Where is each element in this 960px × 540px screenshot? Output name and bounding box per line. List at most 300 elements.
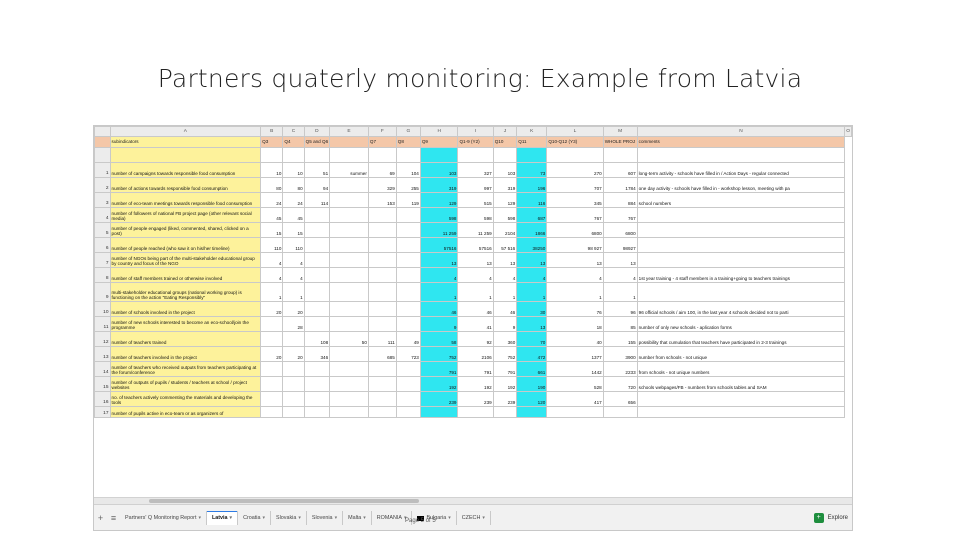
value-cell[interactable] [283,362,304,377]
value-cell[interactable]: 239 [493,392,517,407]
value-cell[interactable]: 11 259 [420,223,458,238]
header-cell[interactable]: Q1-9 (Y2) [458,137,493,148]
value-cell[interactable] [368,302,396,317]
table-row[interactable] [95,163,852,178]
value-cell[interactable]: 13 [420,253,458,268]
value-cell[interactable]: 723 [396,347,420,362]
value-cell[interactable] [304,317,329,332]
value-cell[interactable]: 192 [458,377,493,392]
table-row[interactable] [95,238,852,253]
value-cell[interactable]: 417 [547,392,603,407]
row-number[interactable]: 12 [95,332,111,347]
value-cell[interactable]: 38250 [517,238,547,253]
comment-cell[interactable]: number from schools - not unique [637,347,845,362]
value-cell[interactable]: 15 [283,223,304,238]
value-cell[interactable] [304,283,329,302]
table-row[interactable] [95,302,852,317]
value-cell[interactable]: 69 [368,163,396,178]
value-cell[interactable] [368,223,396,238]
value-cell[interactable] [368,362,396,377]
row-number[interactable]: 11 [95,317,111,332]
value-cell[interactable] [330,223,369,238]
value-cell[interactable]: 108 [304,332,329,347]
value-cell[interactable]: 1 [517,283,547,302]
value-cell[interactable]: 884 [603,193,637,208]
value-cell[interactable] [517,148,547,163]
value-cell[interactable]: 472 [517,347,547,362]
value-cell[interactable]: 20 [283,347,304,362]
value-cell[interactable] [493,148,517,163]
value-cell[interactable] [368,392,396,407]
chevron-down-icon[interactable]: ▾ [298,515,301,521]
row-number[interactable]: 2 [95,178,111,193]
value-cell[interactable]: 997 [458,178,493,193]
value-cell[interactable] [330,148,369,163]
row-number[interactable]: 17 [95,407,111,418]
comment-cell[interactable]: from schools - not unique numbers [637,362,845,377]
subindicator-cell[interactable]: number of actions towards responsible food consumption [110,178,261,193]
subindicator-cell[interactable]: number of teachers trained [110,332,261,347]
sheet-tab[interactable] [238,511,271,525]
value-cell[interactable]: 9 [420,317,458,332]
value-cell[interactable]: 13 [547,253,603,268]
row-number[interactable]: 8 [95,268,111,283]
header-cell[interactable]: WHOLE PROJ [603,137,637,148]
value-cell[interactable]: 4 [547,268,603,283]
subindicator-cell[interactable]: number of pupils active in eco-team or as organizers of [110,407,261,418]
value-cell[interactable]: 196 [517,178,547,193]
value-cell[interactable] [396,253,420,268]
chevron-down-icon[interactable]: ▾ [403,515,407,521]
value-cell[interactable]: 598 [458,208,493,223]
value-cell[interactable] [368,407,396,418]
value-cell[interactable]: 9 [493,317,517,332]
value-cell[interactable]: 18 [547,317,603,332]
chevron-down-icon[interactable]: ▾ [363,515,366,521]
subindicator-cell[interactable]: number of staff members trained or otherwise involved [110,268,261,283]
value-cell[interactable]: 46 [493,302,517,317]
header-cell[interactable]: Q11 [517,137,547,148]
value-cell[interactable] [283,148,304,163]
value-cell[interactable] [368,253,396,268]
chevron-down-icon[interactable]: ▾ [448,515,451,521]
value-cell[interactable] [396,302,420,317]
row-number[interactable]: 13 [95,347,111,362]
value-cell[interactable]: 720 [603,377,637,392]
value-cell[interactable]: 46 [458,302,493,317]
row-number[interactable]: 7 [95,253,111,268]
value-cell[interactable]: 153 [368,193,396,208]
value-cell[interactable]: 92 [458,332,493,347]
value-cell[interactable] [396,407,420,418]
value-cell[interactable] [283,377,304,392]
subindicator-cell[interactable]: number of teachers involved in the project [110,347,261,362]
subindicator-cell[interactable]: number of campaigns towards responsible food consumption [110,163,261,178]
value-cell[interactable] [368,238,396,253]
value-cell[interactable]: 129 [493,193,517,208]
row-number[interactable]: 10 [95,302,111,317]
value-cell[interactable]: 752 [420,347,458,362]
value-cell[interactable]: 57 516 [493,238,517,253]
value-cell[interactable] [304,377,329,392]
row-number[interactable]: 6 [95,238,111,253]
header-cell[interactable]: comments [637,137,845,148]
row-number[interactable]: 14 [95,362,111,377]
value-cell[interactable] [330,362,369,377]
value-cell[interactable]: 73 [517,163,547,178]
subindicator-cell[interactable]: number of NGOs being part of the multi-stakeholder educational group by country and focus of the NGO [110,253,261,268]
sheet-tab[interactable] [207,511,238,525]
header-cell[interactable] [330,137,369,148]
value-cell[interactable] [458,407,493,418]
header-cell[interactable]: Q10-Q12 (Y3) [547,137,603,148]
value-cell[interactable] [396,377,420,392]
comment-cell[interactable]: one day activity - schools have filled in - workshop lesson, meeting with pa [637,178,845,193]
value-cell[interactable]: 116 [517,193,547,208]
value-cell[interactable]: 103 [493,163,517,178]
value-cell[interactable] [493,407,517,418]
subindicator-cell[interactable]: number of people engaged (liked, commented, shared, clicked on a post) [110,223,261,238]
value-cell[interactable]: 80 [283,178,304,193]
comment-cell[interactable]: school numbers [637,193,845,208]
header-cell[interactable]: Q4 [283,137,304,148]
row-number[interactable]: 4 [95,208,111,223]
value-cell[interactable]: 13 [458,253,493,268]
value-cell[interactable] [330,268,369,283]
column-letter[interactable]: N [637,127,845,137]
value-cell[interactable]: 360 [493,332,517,347]
value-cell[interactable]: 687 [517,208,547,223]
comment-cell[interactable]: 1st year training - 4 staff members in a training+going to teachers trainings [637,268,845,283]
subindicator-cell[interactable]: number of outputs of pupils / students / teachers at school / project websites [110,377,261,392]
value-cell[interactable]: 110 [261,238,283,253]
value-cell[interactable] [283,332,304,347]
value-cell[interactable]: 58 [420,332,458,347]
value-cell[interactable] [304,302,329,317]
value-cell[interactable] [330,193,369,208]
column-letter[interactable]: F [368,127,396,137]
table-row[interactable] [95,253,852,268]
value-cell[interactable] [304,362,329,377]
value-cell[interactable] [368,377,396,392]
value-cell[interactable]: 70 [517,332,547,347]
value-cell[interactable]: 13 [493,253,517,268]
value-cell[interactable] [261,148,283,163]
value-cell[interactable]: 598 [493,208,517,223]
value-cell[interactable] [304,268,329,283]
value-cell[interactable]: 1866 [517,223,547,238]
column-letter[interactable]: E [330,127,369,137]
value-cell[interactable]: 94 [304,178,329,193]
subindicator-cell[interactable]: number of followers of national FB project page (other relevant social media) [110,208,261,223]
value-cell[interactable]: 4 [283,253,304,268]
header-cell[interactable]: Q7 [368,137,396,148]
value-cell[interactable] [368,148,396,163]
value-cell[interactable]: 24 [261,193,283,208]
value-cell[interactable]: 45 [261,208,283,223]
value-cell[interactable]: 598 [420,208,458,223]
value-cell[interactable]: 767 [603,208,637,223]
comment-cell[interactable]: possibility that cumulation that teachers have participated in 2-3 trainings [637,332,845,347]
row-number[interactable]: 16 [95,392,111,407]
value-cell[interactable] [261,362,283,377]
subindicator-cell[interactable]: number of new schools interested to become an eco-school/join the programme [110,317,261,332]
value-cell[interactable]: 51 [304,163,329,178]
table-row[interactable] [95,193,852,208]
all-sheets-menu-icon[interactable]: ≡ [110,513,117,523]
table-row[interactable] [95,283,852,302]
row-number[interactable] [95,148,111,163]
value-cell[interactable]: 13 [603,253,637,268]
column-letter[interactable]: L [547,127,603,137]
comment-cell[interactable] [637,223,845,238]
value-cell[interactable]: 104 [396,163,420,178]
value-cell[interactable]: 80 [261,178,283,193]
column-letter[interactable]: K [517,127,547,137]
value-cell[interactable]: 346 [304,347,329,362]
value-cell[interactable]: 1784 [603,178,637,193]
value-cell[interactable]: 6800 [603,223,637,238]
value-cell[interactable]: 4 [283,268,304,283]
value-cell[interactable]: 10 [283,163,304,178]
value-cell[interactable]: 1377 [547,347,603,362]
subindicator-cell[interactable]: number of schools involved in the project [110,302,261,317]
value-cell[interactable] [304,392,329,407]
value-cell[interactable] [330,377,369,392]
row-number[interactable]: 3 [95,193,111,208]
value-cell[interactable] [330,317,369,332]
comment-cell[interactable] [637,283,845,302]
sheet-tab[interactable] [343,511,372,525]
value-cell[interactable] [304,223,329,238]
column-letter[interactable]: A [110,127,261,137]
value-cell[interactable]: 192 [493,377,517,392]
sheet-tab[interactable] [271,511,307,525]
subindicator-cell[interactable]: number of people reached (who saw it on his/her timeline) [110,238,261,253]
column-letter[interactable]: H [420,127,458,137]
value-cell[interactable]: 1 [603,283,637,302]
value-cell[interactable] [603,407,637,418]
value-cell[interactable] [396,317,420,332]
table-row[interactable] [95,362,852,377]
value-cell[interactable]: 3900 [603,347,637,362]
value-cell[interactable]: 515 [458,193,493,208]
value-cell[interactable]: 50 [330,332,369,347]
value-cell[interactable] [330,208,369,223]
table-row[interactable] [95,332,852,347]
value-cell[interactable]: 4 [493,268,517,283]
value-cell[interactable]: 327 [458,163,493,178]
chevron-down-icon[interactable]: ▾ [482,515,485,521]
value-cell[interactable]: 239 [458,392,493,407]
comment-cell[interactable]: number of only new schools - aplication forms [637,317,845,332]
row-number[interactable]: 9 [95,283,111,302]
table-row[interactable] [95,407,852,418]
row-number[interactable]: 15 [95,377,111,392]
row-number[interactable]: 1 [95,163,111,178]
value-cell[interactable]: 120 [517,392,547,407]
value-cell[interactable]: 2106 [458,347,493,362]
value-cell[interactable] [396,392,420,407]
table-row[interactable] [95,178,852,193]
sheet-tab[interactable] [307,511,343,525]
value-cell[interactable]: 4 [517,268,547,283]
value-cell[interactable] [396,223,420,238]
column-letter[interactable]: C [283,127,304,137]
value-cell[interactable]: 1442 [547,362,603,377]
value-cell[interactable] [330,178,369,193]
value-cell[interactable] [368,317,396,332]
value-cell[interactable] [261,317,283,332]
value-cell[interactable]: 6800 [547,223,603,238]
value-cell[interactable]: 57516 [458,238,493,253]
value-cell[interactable]: 4 [458,268,493,283]
row-number[interactable]: 5 [95,223,111,238]
value-cell[interactable]: 2104 [493,223,517,238]
value-cell[interactable] [368,208,396,223]
value-cell[interactable] [396,238,420,253]
value-cell[interactable] [261,392,283,407]
value-cell[interactable]: 1 [420,283,458,302]
value-cell[interactable]: 111 [368,332,396,347]
comment-cell[interactable] [637,253,845,268]
value-cell[interactable]: 46 [420,302,458,317]
value-cell[interactable]: 752 [493,347,517,362]
value-cell[interactable]: 96 [603,302,637,317]
value-cell[interactable]: 767 [547,208,603,223]
table-row[interactable] [95,208,852,223]
value-cell[interactable]: 57516 [420,238,458,253]
value-cell[interactable]: 114 [304,193,329,208]
table-row[interactable] [95,268,852,283]
value-cell[interactable] [330,283,369,302]
value-cell[interactable] [261,407,283,418]
value-cell[interactable]: 15 [261,223,283,238]
value-cell[interactable]: 4 [603,268,637,283]
value-cell[interactable]: 791 [493,362,517,377]
header-cell[interactable]: Q5 and Q6 [304,137,329,148]
value-cell[interactable]: 1 [283,283,304,302]
table-row[interactable] [95,377,852,392]
scrollbar-thumb[interactable] [149,499,419,503]
value-cell[interactable] [368,268,396,283]
value-cell[interactable]: 24 [283,193,304,208]
value-cell[interactable]: 119 [396,193,420,208]
chevron-down-icon[interactable]: ▾ [198,515,201,521]
value-cell[interactable] [396,283,420,302]
value-cell[interactable]: summer [330,163,369,178]
value-cell[interactable]: 98 927 [547,238,603,253]
value-cell[interactable] [304,253,329,268]
column-letter[interactable]: D [304,127,329,137]
horizontal-scrollbar[interactable] [94,497,852,504]
value-cell[interactable] [330,347,369,362]
value-cell[interactable] [330,253,369,268]
value-cell[interactable]: 656 [603,392,637,407]
value-cell[interactable]: 192 [420,377,458,392]
value-cell[interactable]: 329 [368,178,396,193]
value-cell[interactable] [603,148,637,163]
value-cell[interactable] [304,407,329,418]
column-letter[interactable]: I [458,127,493,137]
value-cell[interactable]: 76 [547,302,603,317]
header-cell[interactable]: Q3 [261,137,283,148]
value-cell[interactable] [396,148,420,163]
value-cell[interactable] [458,148,493,163]
value-cell[interactable]: 319 [420,178,458,193]
value-cell[interactable] [304,148,329,163]
add-sheet-icon[interactable]: + [97,513,104,523]
value-cell[interactable] [517,407,547,418]
value-cell[interactable] [396,208,420,223]
value-cell[interactable]: 607 [603,163,637,178]
value-cell[interactable] [330,238,369,253]
value-cell[interactable]: 85 [603,317,637,332]
value-cell[interactable]: 661 [517,362,547,377]
comment-cell[interactable] [637,238,845,253]
value-cell[interactable]: 30 [517,302,547,317]
header-cell[interactable]: subindicators [110,137,261,148]
value-cell[interactable]: 1 [547,283,603,302]
value-cell[interactable]: 20 [283,302,304,317]
subindicator-cell[interactable]: multi-stakeholder educational groups (national working group) is functioning on the action "Eating Responsibly" [110,283,261,302]
value-cell[interactable] [547,148,603,163]
value-cell[interactable]: 98927 [603,238,637,253]
column-letter[interactable]: M [603,127,637,137]
value-cell[interactable] [330,392,369,407]
value-cell[interactable]: 791 [420,362,458,377]
value-cell[interactable]: 270 [547,163,603,178]
value-cell[interactable]: 4 [420,268,458,283]
sheet-tab[interactable] [457,511,491,525]
value-cell[interactable] [261,377,283,392]
column-letter[interactable]: G [396,127,420,137]
value-cell[interactable] [304,238,329,253]
value-cell[interactable]: 2233 [603,362,637,377]
value-cell[interactable] [283,407,304,418]
chevron-down-icon[interactable]: ▾ [334,515,338,521]
value-cell[interactable]: 49 [396,332,420,347]
header-cell[interactable]: Q9 [420,137,458,148]
comment-cell[interactable] [637,392,845,407]
table-row[interactable] [95,223,852,238]
table-row[interactable] [95,317,852,332]
subindicator-cell[interactable]: no. of teachers actively commenting the materials and developing the tools [110,392,261,407]
value-cell[interactable] [261,332,283,347]
value-cell[interactable] [330,302,369,317]
value-cell[interactable]: 4 [261,268,283,283]
comment-cell[interactable]: long-term activity - schools have filled in / Action Days - regular connected [637,163,845,178]
value-cell[interactable] [420,148,458,163]
comment-cell[interactable]: 96 official schools / aim 100, in the last year 4 schools decided not to parti [637,302,845,317]
value-cell[interactable]: 1 [493,283,517,302]
value-cell[interactable] [368,283,396,302]
value-cell[interactable]: 239 [420,392,458,407]
value-cell[interactable]: 28 [283,317,304,332]
value-cell[interactable]: 45 [283,208,304,223]
value-cell[interactable]: 190 [517,377,547,392]
value-cell[interactable]: 103 [420,163,458,178]
value-cell[interactable]: 685 [368,347,396,362]
subindicator-cell[interactable] [110,148,261,163]
explore-button[interactable] [814,511,848,525]
comment-cell[interactable] [637,148,845,163]
value-cell[interactable] [330,407,369,418]
value-cell[interactable] [547,407,603,418]
value-cell[interactable]: 129 [420,193,458,208]
table-row[interactable] [95,347,852,362]
value-cell[interactable]: 20 [261,347,283,362]
